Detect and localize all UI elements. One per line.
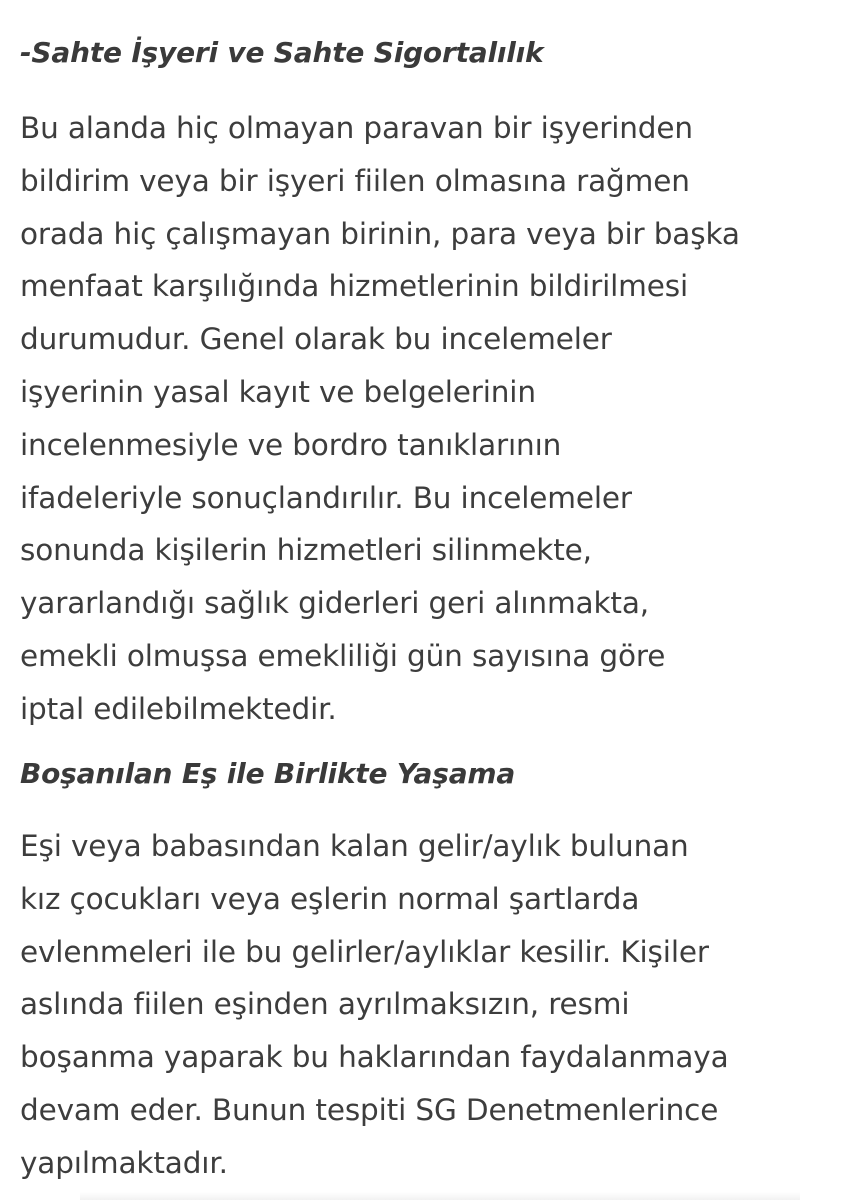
paragraph-line: evlenmeleri ile bu gelirler/aylıklar kesilir. Kişiler xyxy=(20,934,709,969)
bottom-edge-shadow xyxy=(80,1192,800,1200)
section-heading-sahte-isyeri: -Sahte İşyeri ve Sahte Sigortalılık xyxy=(20,36,544,69)
paragraph-line: bildirim veya bir işyeri fiilen olmasına rağmen xyxy=(20,163,690,198)
section-paragraph-sahte-isyeri xyxy=(20,102,740,736)
paragraph-line: ifadeleriyle sonuçlandırılır. Bu incelemeler xyxy=(20,480,632,515)
paragraph-line: orada hiç çalışmayan birinin, para veya bir başka xyxy=(20,216,740,251)
cut-off-text-fragment xyxy=(116,0,180,2)
paragraph-line: işyerinin yasal kayıt ve belgelerinin xyxy=(20,374,536,409)
paragraph-line: menfaat karşılığında hizmetlerinin bildirilmesi xyxy=(20,269,689,304)
paragraph-line: yararlandığı sağlık giderleri geri alınmakta, xyxy=(20,586,649,621)
paragraph-line: devam eder. Bunun tespiti SG Denetmenlerince xyxy=(20,1092,719,1127)
paragraph-line: Eşi veya babasından kalan gelir/aylık bulunan xyxy=(20,829,689,863)
paragraph-line: incelenmesiyle ve bordro tanıklarının xyxy=(20,427,562,462)
paragraph-line: sonunda kişilerin hizmetleri silinmekte, xyxy=(20,533,592,568)
paragraph-line: durumudur. Genel olarak bu incelemeler xyxy=(20,322,612,357)
paragraph-line: boşanma yaparak bu haklarından faydalanmaya xyxy=(20,1040,729,1075)
paragraph-line: kız çocukları veya eşlerin normal şartlarda xyxy=(20,881,640,916)
section-heading-bosanilan-es: Boşanılan Eş ile Birlikte Yaşama xyxy=(20,757,516,790)
paragraph-line: yapılmaktadır. xyxy=(20,1145,228,1180)
paragraph-line: iptal edilebilmektedir. xyxy=(20,691,337,726)
paragraph-line: emekli olmuşsa emekliliği gün sayısına göre xyxy=(20,638,666,673)
paragraph-line: Bu alanda hiç olmayan paravan bir işyerinden xyxy=(20,111,693,145)
paragraph-line: aslında fiilen eşinden ayrılmaksızın, resmi xyxy=(20,987,630,1022)
section-paragraph-bosanilan-es xyxy=(20,820,729,1190)
